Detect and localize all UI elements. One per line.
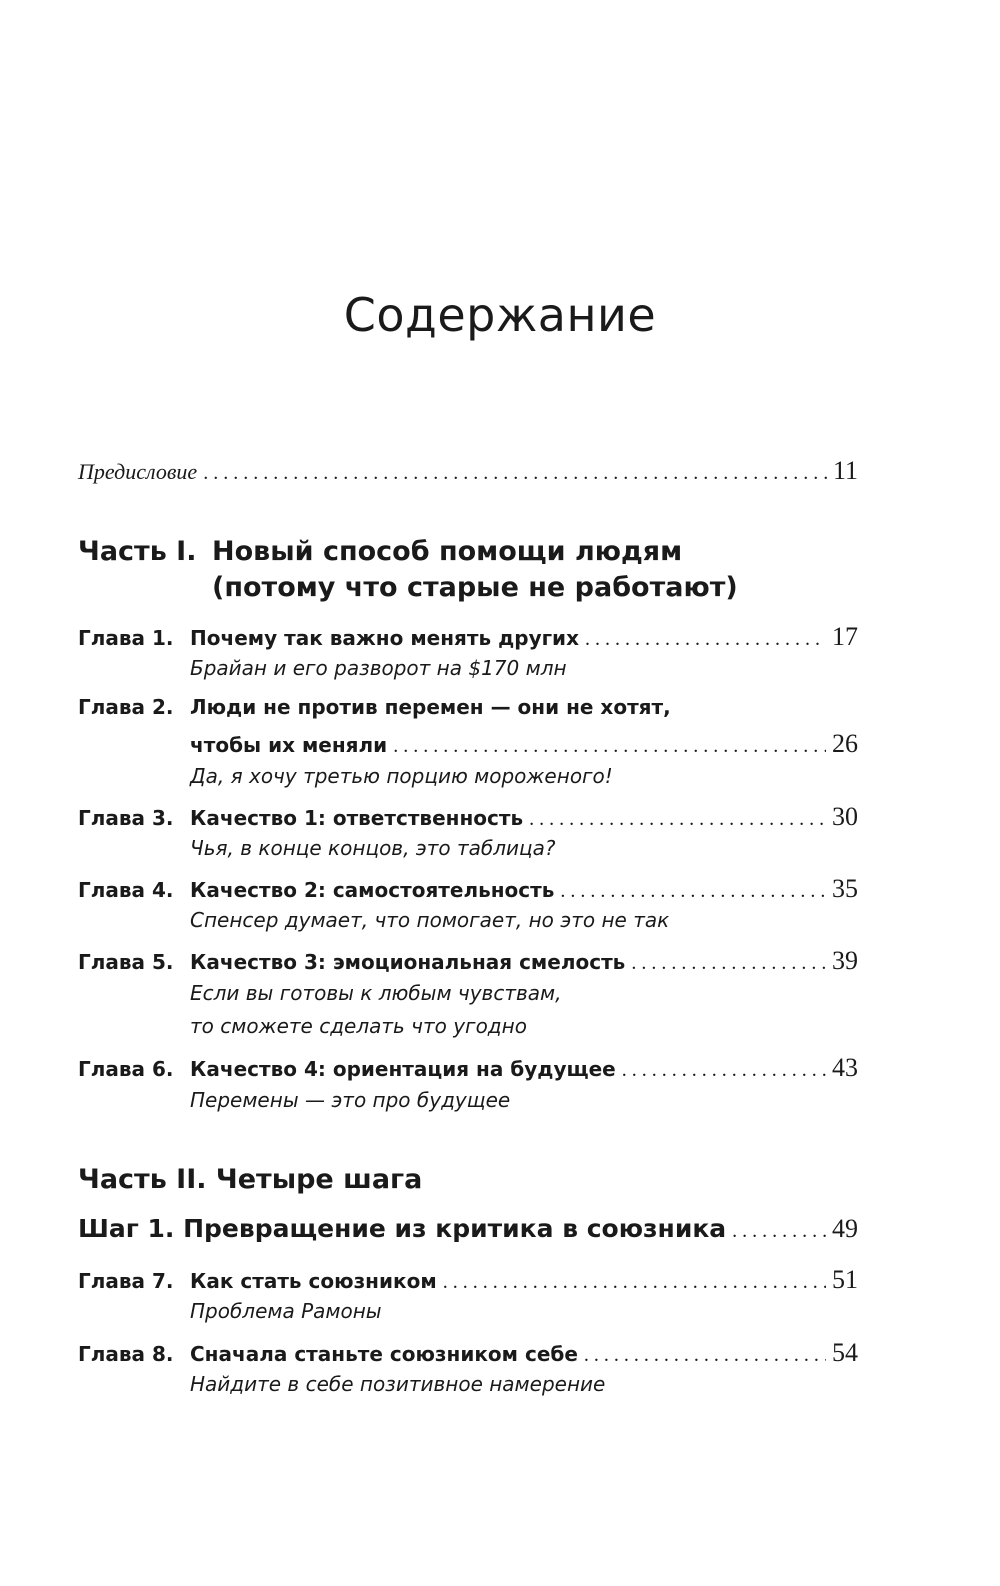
chapter-subtitle: Перемены — это про будущее <box>190 1088 511 1112</box>
chapter-title: Качество 2: самостоятельность <box>190 878 555 902</box>
part-1-title-line2: (потому что старые не работают) <box>212 572 738 603</box>
part-2-title: Часть II. Четыре шага <box>78 1164 423 1195</box>
chapter-subtitle: Проблема Рамоны <box>190 1299 382 1323</box>
dot-leader <box>203 462 827 485</box>
chapter-label: Глава 5. <box>78 950 174 974</box>
part-1-title-line1: Новый способ помощи людям <box>212 536 683 567</box>
toc-entry-chapter-2[interactable] <box>78 695 858 729</box>
page-number: 17 <box>832 622 858 651</box>
toc-entry-chapter-8[interactable] <box>78 1338 858 1372</box>
chapter-label: Глава 4. <box>78 878 174 902</box>
toc-entry-chapter-4[interactable] <box>78 874 858 908</box>
chapter-subtitle: Найдите в себе позитивное намерение <box>190 1372 606 1396</box>
chapter-label: Глава 1. <box>78 626 174 650</box>
page-number: 26 <box>832 729 858 758</box>
page-number: 49 <box>832 1214 858 1243</box>
toc-entry-chapter-3[interactable] <box>78 802 858 836</box>
page-number: 11 <box>832 456 858 485</box>
toc-entry-step-1[interactable] <box>78 1214 858 1252</box>
page-number: 43 <box>832 1053 858 1082</box>
chapter-title: Как стать союзником <box>190 1269 437 1293</box>
chapter-subtitle-line1: Если вы готовы к любым чувствам, <box>190 981 562 1005</box>
dot-leader <box>732 1220 826 1243</box>
toc-entry-chapter-2-cont[interactable] <box>190 729 858 763</box>
page-number: 54 <box>832 1338 858 1367</box>
toc-entry-preface[interactable] <box>78 456 858 490</box>
chapter-label: Глава 2. <box>78 695 174 719</box>
chapter-title-line2: чтобы их меняли <box>190 733 388 757</box>
toc-entry-chapter-1[interactable] <box>78 622 858 656</box>
page-number: 39 <box>832 946 858 975</box>
chapter-label: Глава 8. <box>78 1342 174 1366</box>
dot-leader <box>529 808 826 831</box>
chapter-subtitle: Чья, в конце концов, это таблица? <box>190 836 556 860</box>
chapter-subtitle: Да, я хочу третью порцию мороженого! <box>190 764 613 788</box>
dot-leader <box>560 880 826 903</box>
dot-leader <box>631 952 826 975</box>
dot-leader <box>622 1059 826 1082</box>
dot-leader <box>584 1344 826 1367</box>
chapter-title: Качество 1: ответственность <box>190 806 524 830</box>
page-number: 51 <box>832 1265 858 1294</box>
dot-leader <box>393 735 826 758</box>
chapter-title: Качество 4: ориентация на будущее <box>190 1057 616 1081</box>
chapter-title: Сначала станьте союзником себе <box>190 1342 578 1366</box>
chapter-subtitle: Брайан и его разворот на $170 млн <box>190 656 567 680</box>
chapter-title: Почему так важно менять других <box>190 626 579 650</box>
chapter-subtitle-line2: то сможете сделать что угодно <box>190 1014 527 1038</box>
part-1-label: Часть I. <box>78 536 197 567</box>
page-number: 30 <box>832 802 858 831</box>
toc-entry-chapter-5[interactable] <box>78 946 858 980</box>
preface-label: Предисловие <box>78 459 198 484</box>
chapter-title-line1: Люди не против перемен — они не хотят, <box>190 695 671 719</box>
page-number: 35 <box>832 874 858 903</box>
toc-entry-chapter-7[interactable] <box>78 1265 858 1299</box>
dot-leader <box>443 1271 826 1294</box>
step-title: Шаг 1. Превращение из критика в союзника <box>78 1214 727 1243</box>
page-title: Содержание <box>343 288 657 342</box>
chapter-label: Глава 3. <box>78 806 174 830</box>
dot-leader <box>585 628 826 651</box>
toc-entry-chapter-6[interactable] <box>78 1053 858 1087</box>
chapter-label: Глава 6. <box>78 1057 174 1081</box>
chapter-title: Качество 3: эмоциональная смелость <box>190 950 626 974</box>
chapter-label: Глава 7. <box>78 1269 174 1293</box>
chapter-subtitle: Спенсер думает, что помогает, но это не так <box>190 908 670 932</box>
